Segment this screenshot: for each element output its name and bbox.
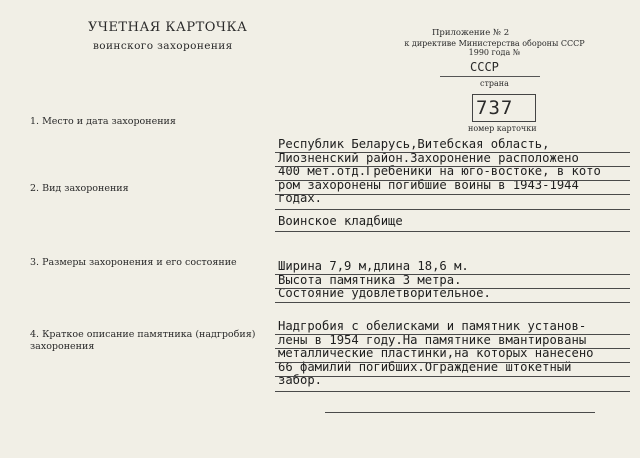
card-number: 737 xyxy=(476,97,514,119)
field-value-size-condition: Ширина 7,9 м,длина 18,6 м. Высота памятника 3 метра. Состояние удовлетворительное. xyxy=(278,259,491,300)
country-label: страна xyxy=(480,79,509,88)
field-label-monument-description: 4. Краткое описание памятника (надгробия) захоронения xyxy=(30,329,256,352)
form-rule xyxy=(275,274,630,275)
card-subtitle: воинского захоронения xyxy=(93,40,233,52)
form-rule xyxy=(275,166,630,167)
form-rule xyxy=(275,391,630,392)
form-rule xyxy=(275,288,630,289)
directive-line-1: к директиве Министерства обороны СССР xyxy=(404,39,585,48)
card-number-label: номер карточки xyxy=(468,124,537,133)
directive-reference xyxy=(387,39,602,57)
form-rule xyxy=(275,334,630,335)
card-title: УЧЕТНАЯ КАРТОЧКА xyxy=(88,20,248,35)
appendix-label: Приложение № 2 xyxy=(432,28,510,38)
form-rule xyxy=(275,362,630,363)
field-label-burial-type: 2. Вид захоронения xyxy=(30,183,129,194)
form-rule xyxy=(275,348,630,349)
field-label-size-condition: 3. Размеры захоронения и его состояние xyxy=(30,257,237,268)
form-rule xyxy=(275,231,630,232)
form-rule xyxy=(275,194,630,195)
country-value: СССР xyxy=(470,60,499,74)
directive-line-2: 1990 года № xyxy=(468,48,521,57)
form-rule xyxy=(325,412,595,413)
field-value-place-date: Республик Беларусь,Витебская область, Лиозненский район.Захоронение расположено 400 мет.отд.Гребеники на юго-востоке, в кото ром захоронены погибшие воины в 1943-1944 годах. xyxy=(278,137,601,205)
field-value-monument-description: Надгробия с обелисками и памятник установ- лены в 1954 году.На памятнике вмантированы металлические пластинки,на которых нанесено 66 фамилий погибших.Ограждение штокетный забор. xyxy=(278,319,594,387)
field-label-place-date: 1. Место и дата захоронения xyxy=(30,116,176,127)
field-value-burial-type: Воинское кладбище xyxy=(278,214,403,228)
form-rule xyxy=(275,152,630,153)
country-underline xyxy=(440,76,540,77)
form-rule xyxy=(275,376,630,377)
form-rule xyxy=(275,180,630,181)
form-rule xyxy=(275,302,630,303)
form-rule xyxy=(275,209,630,210)
